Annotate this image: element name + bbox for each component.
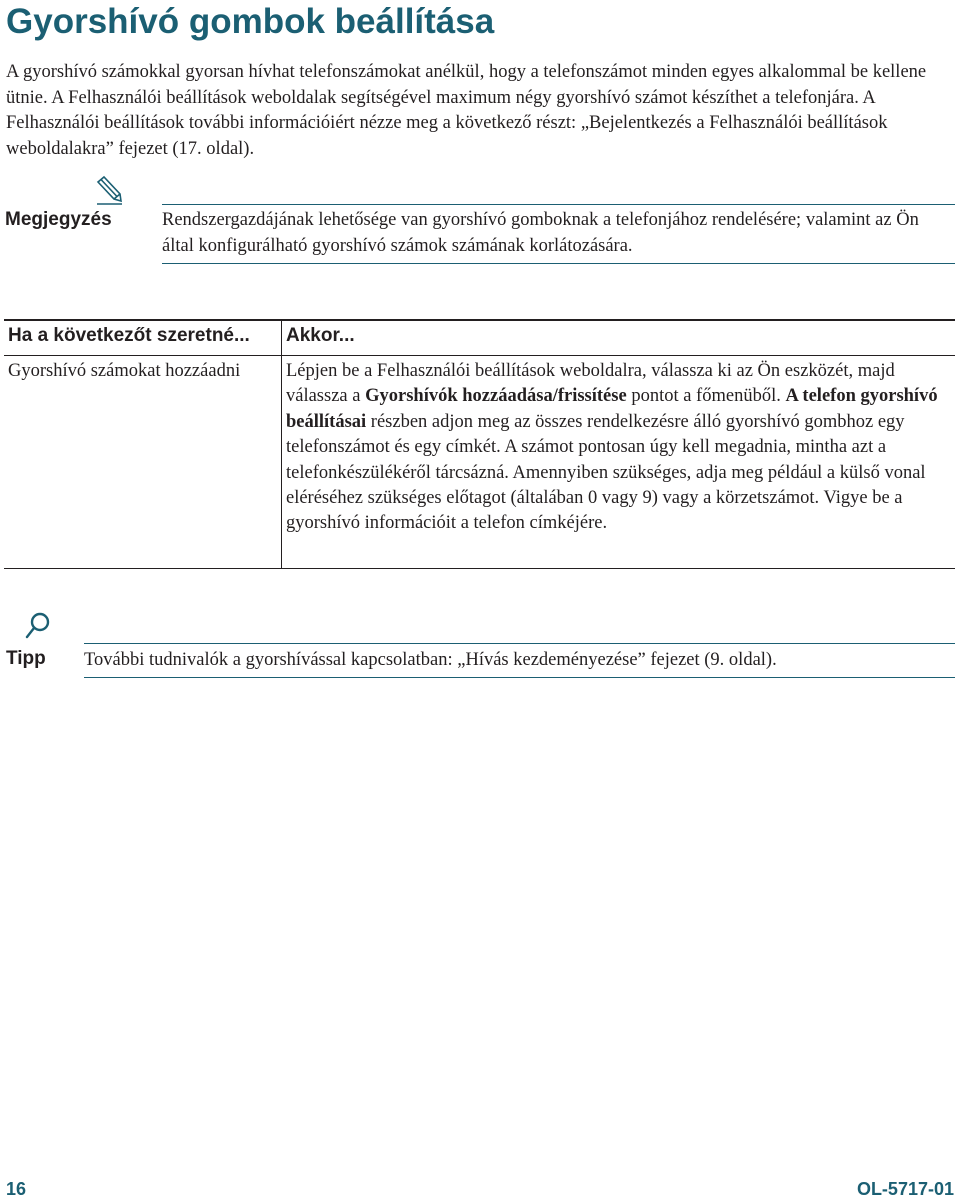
tip-bottom-rule	[84, 677, 955, 678]
note-label: Megjegyzés	[5, 209, 112, 230]
steps-text: részben adjon meg az összes rendelkezésre álló gyorshívó gombhoz egy telefonszámot és egy címkét. A számot pontosan úgy kell megadnia, mintha azt a telefonkészülékéről tárcsázná. Amennyiben szükséges, adja meg például a külső vonal eléréséhez szükséges előtagot (általában 0 vagy 9) vagy a körzetszámot. Vigye be a gyorshívó információit a telefon címkéjére.	[286, 411, 926, 534]
note-text: Rendszergazdájának lehetősége van gyorshívó gomboknak a telefonjához rendelésére; valamint az Ön által konfigurálható gyorshívó számok számának korlátozására.	[162, 210, 919, 256]
menu-item-name: Gyorshívók hozzáadása/frissítése	[365, 386, 627, 407]
pencil-icon	[92, 174, 124, 206]
steps-text: pontot a főmenüből.	[626, 386, 786, 407]
tip-top-rule	[84, 643, 955, 644]
instructions-table	[4, 319, 955, 569]
magnifier-icon	[24, 611, 52, 641]
table-bottom-rule	[4, 568, 955, 569]
note-top-rule	[162, 204, 955, 205]
table-header-result: Akkor...	[286, 325, 355, 346]
document-id: OL-5717-01	[856, 1179, 954, 1199]
page-title: Gyorshívó gombok beállítása	[6, 2, 495, 41]
table-cell-steps	[286, 359, 951, 537]
table-header-rule	[4, 355, 955, 356]
table-column-divider	[281, 320, 282, 568]
tip-label: Tipp	[6, 648, 46, 669]
table-cell-action: Gyorshívó számokat hozzáadni	[8, 361, 241, 381]
steps-text: Lépjen be a Felhasználói beállítások weboldalra, válassza ki az Ön eszközét, majd válassza a	[286, 361, 895, 407]
note-bottom-rule	[162, 263, 955, 264]
tip-text: További tudnivalók a gyorshívással kapcsolatban: „Hívás kezdeményezése” fejezet (9. oldal).	[84, 650, 777, 670]
table-top-rule	[4, 319, 955, 321]
intro-paragraph: A gyorshívó számokkal gyorsan hívhat telefonszámokat anélkül, hogy a telefonszámot minden egyes alkalommal be kellene ütnie. A Felhasználói beállítások weboldalak segítségével maximum négy gyorshívó számot készíthet a telefonjára. A Felhasználói beállítások további információiért nézze meg a következő részt: „Bejelentkezés a Felhasználói beállítások weboldalakra” fejezet (17. oldal).	[6, 62, 927, 159]
table-header-action: Ha a következőt szeretné...	[8, 325, 250, 346]
section-name: A telefon gyorshívó beállításai	[286, 386, 938, 432]
page-number: 16	[6, 1179, 27, 1199]
